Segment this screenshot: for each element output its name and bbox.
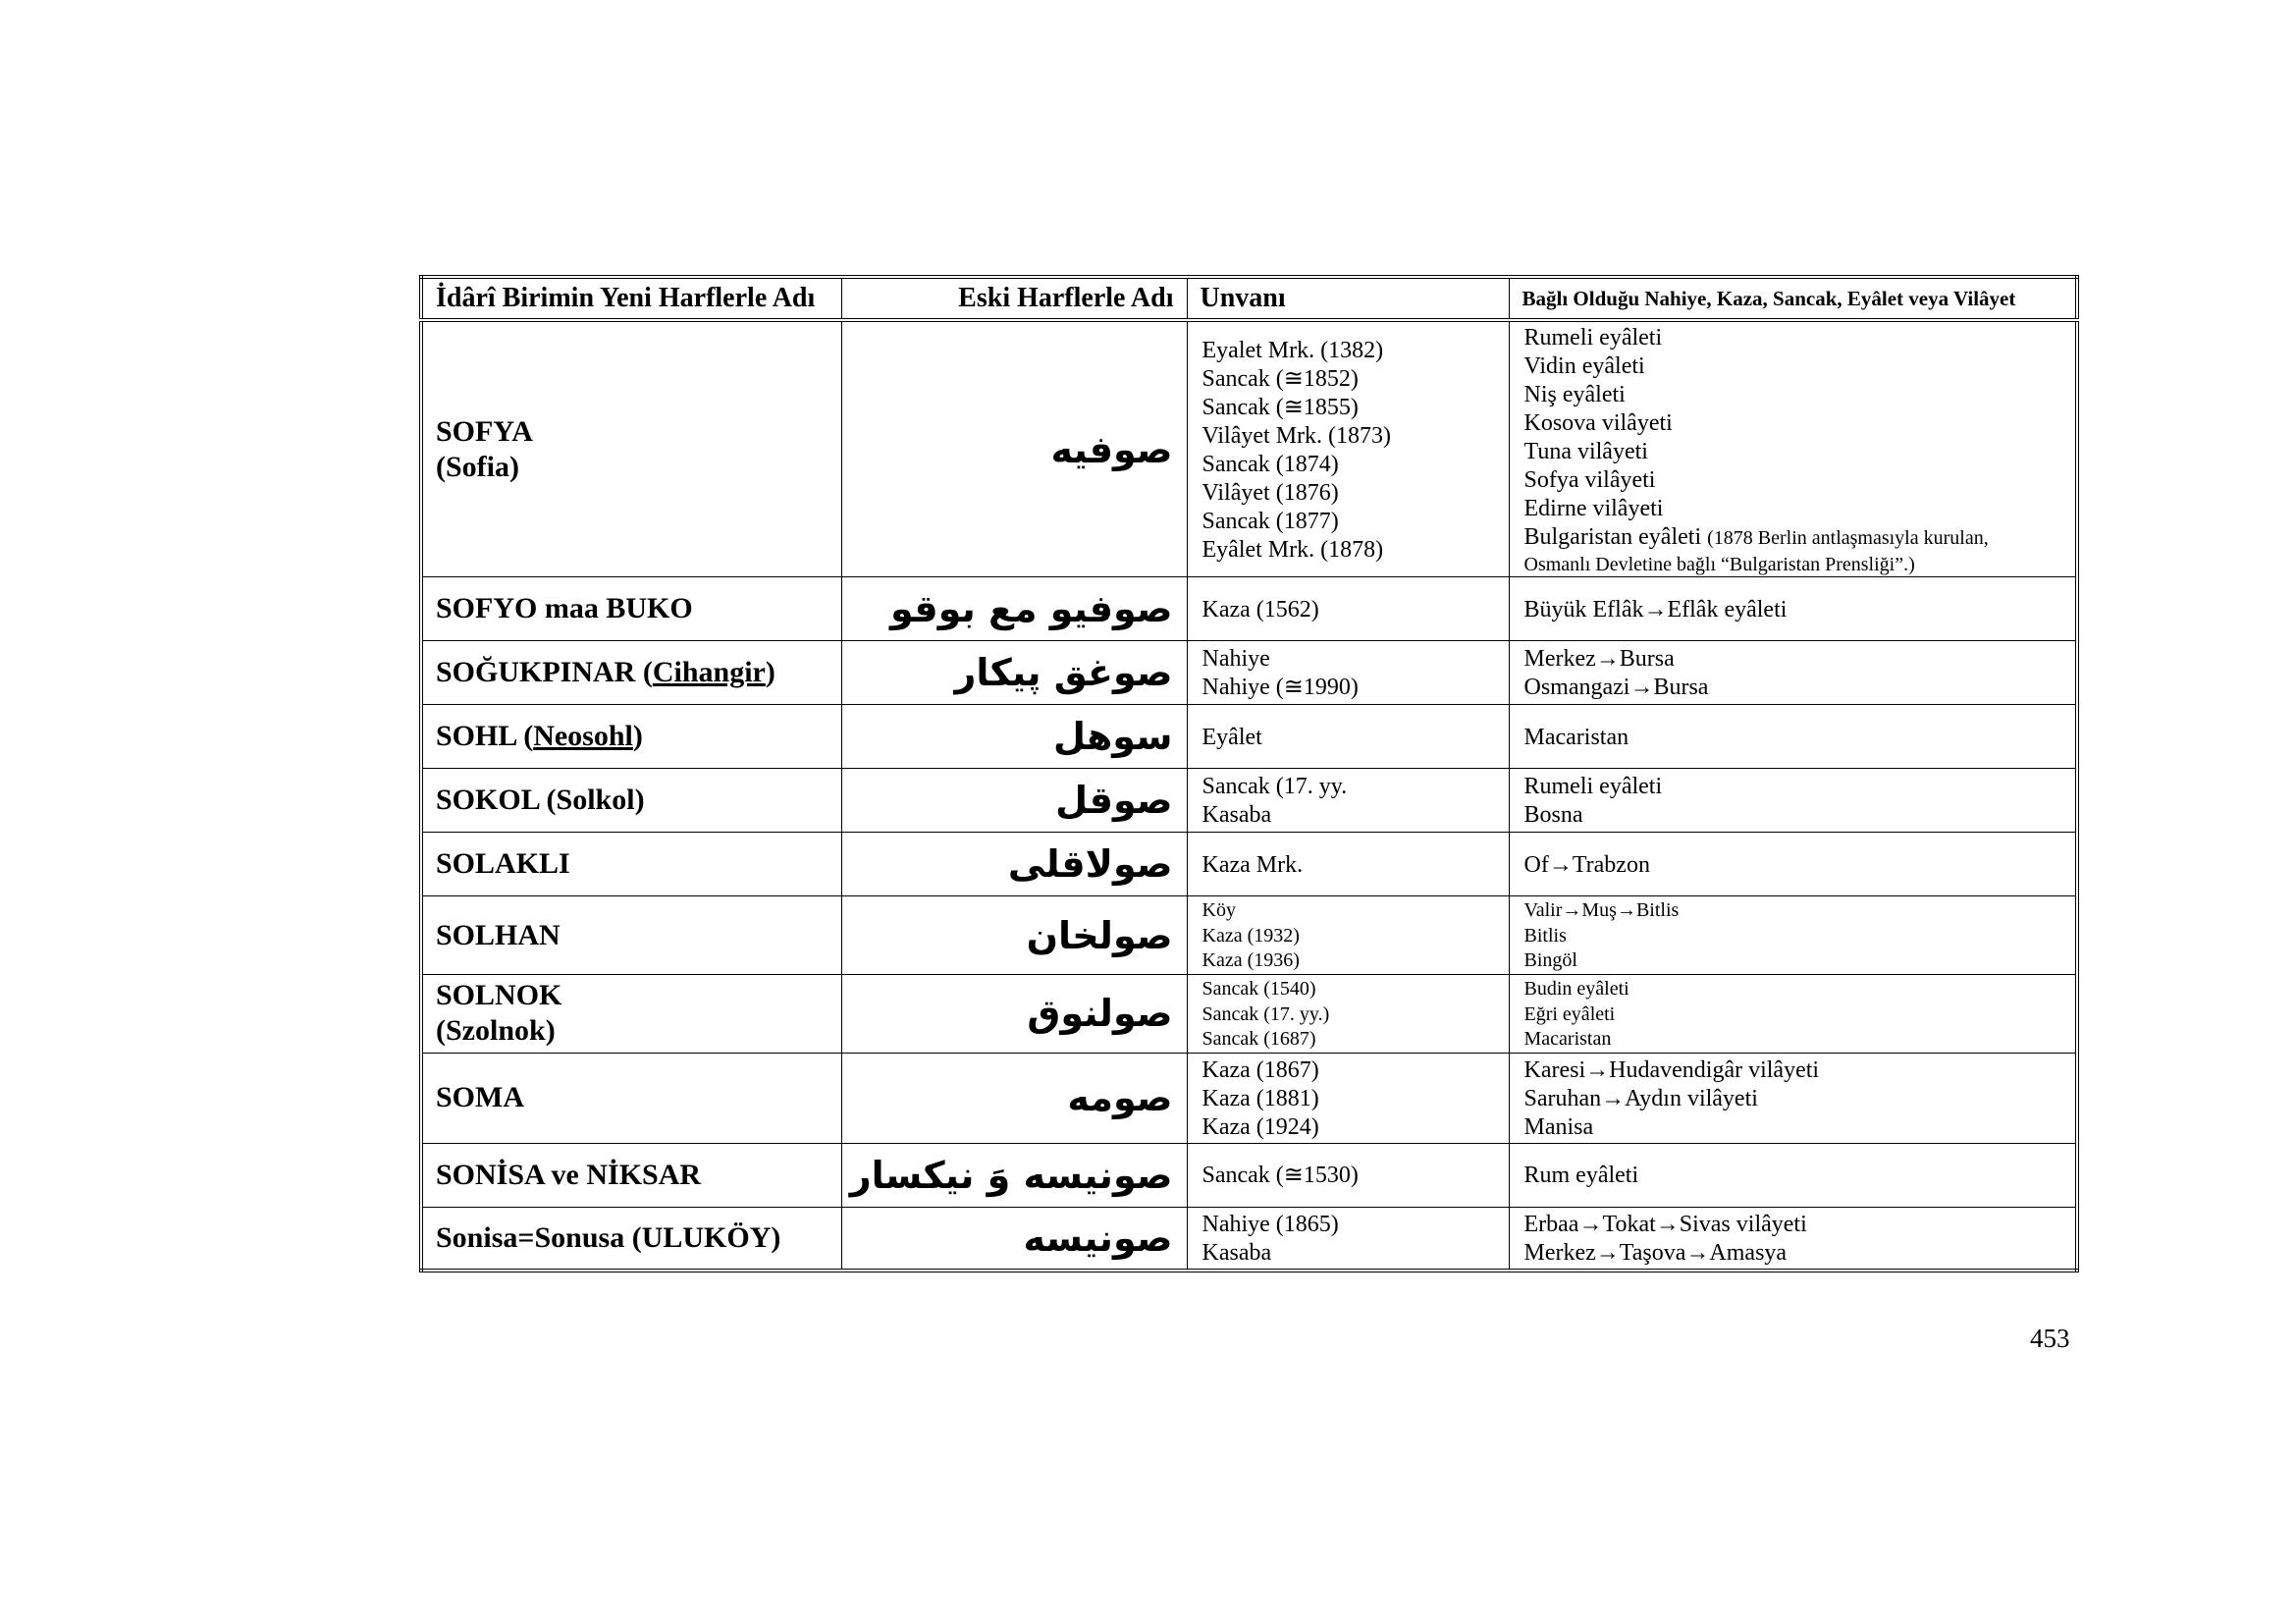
title-line: Vilâyet (1876): [1201, 479, 1339, 506]
title-line: Sancak (1540): [1201, 978, 1316, 1000]
title-line: Nahiye: [1201, 646, 1270, 672]
parent-line: Bosna: [1523, 802, 1583, 828]
title-line: Köy: [1201, 899, 1236, 922]
title-line: Nahiye (1865): [1201, 1211, 1339, 1237]
settlement-table: [419, 275, 2079, 1272]
parent-cell: [1509, 896, 2077, 975]
parent-line: Edirne vilâyeti: [1523, 496, 1664, 521]
parent-line: Bingöl: [1523, 949, 1577, 972]
title-cell: [1187, 833, 1509, 896]
parent-line: Kosova vilâyeti: [1523, 410, 1673, 436]
parent-line: Macaristan: [1523, 1028, 1612, 1050]
new-name: SOLNOK: [436, 979, 562, 1012]
table-row: [421, 769, 2077, 833]
table-row: [421, 1207, 2077, 1271]
old-name-cell: صوفيه: [841, 320, 1187, 577]
title-cell: [1187, 896, 1509, 975]
new-name-cell: SOLAKLI: [421, 833, 841, 896]
title-cell: [1187, 769, 1509, 833]
new-name-alt: (Sofia): [436, 450, 519, 483]
parent-line: Rum eyâleti: [1523, 1163, 1639, 1188]
title-line: Sancak (≅1852): [1201, 365, 1359, 392]
new-name-part: ): [632, 720, 643, 752]
header-old-name: Eski Harflerle Adı: [841, 277, 1187, 320]
new-name-part: SOĞUKPINAR (: [436, 656, 653, 688]
title-cell: [1187, 577, 1509, 641]
parent-line: Macaristan: [1523, 724, 1629, 750]
title-line: Sancak (≅1530): [1201, 1163, 1359, 1188]
title-cell: [1187, 1207, 1509, 1271]
old-name-cell: صولخان: [841, 896, 1187, 975]
title-line: Sancak (≅1855): [1201, 394, 1359, 420]
title-line: Kaza (1867): [1201, 1056, 1319, 1083]
title-line: Sancak (1877): [1201, 508, 1339, 534]
parent-cell: [1509, 320, 2077, 577]
old-name-cell: صولاقلى: [841, 833, 1187, 896]
header-title: Unvanı: [1187, 277, 1509, 320]
parent-line: Karesi→Hudavendigâr vilâyeti: [1523, 1056, 1820, 1083]
parent-cell: [1509, 577, 2077, 641]
parent-line: Budin eyâleti: [1523, 978, 1629, 1000]
title-cell: [1187, 1143, 1509, 1207]
title-line: Vilâyet Mrk. (1873): [1201, 422, 1392, 449]
new-name-cell: Sonisa=Sonusa (ULUKÖY): [421, 1207, 841, 1271]
new-name-cell: [421, 975, 841, 1054]
parent-line: Valir→Muş→Bitlis: [1523, 899, 1680, 922]
table-row: [421, 1143, 2077, 1207]
title-line: Sancak (17. yy.: [1201, 774, 1348, 799]
title-cell: [1187, 975, 1509, 1054]
parent-line: Bitlis: [1523, 924, 1567, 947]
new-name-underlined: Neosohl: [533, 720, 633, 752]
parent-cell: [1509, 975, 2077, 1054]
old-name-cell: صومه: [841, 1053, 1187, 1143]
parent-cell: [1509, 1053, 2077, 1143]
parent-last: Bulgaristan eyâleti: [1523, 524, 1702, 550]
table-row: [421, 1053, 2077, 1143]
title-line: Kaza (1881): [1201, 1085, 1319, 1111]
title-line: Kasaba: [1201, 1239, 1272, 1266]
parent-line: Büyük Eflâk→Eflâk eyâleti: [1523, 596, 1788, 623]
parent-line: Niş eyâleti: [1523, 382, 1626, 407]
parent-line: Sofya vilâyeti: [1523, 467, 1656, 493]
title-line: Kasaba: [1201, 802, 1272, 828]
page-number: 453: [2030, 1324, 2070, 1353]
table-row: [421, 705, 2077, 769]
new-name-cell: [421, 641, 841, 705]
table-row: [421, 896, 2077, 975]
parent-note: (1878 Berlin antlaşmasıyla kurulan,: [1707, 527, 1989, 549]
title-line: Nahiye (≅1990): [1201, 675, 1359, 700]
new-name: SOFYA: [436, 414, 533, 448]
parent-line: Manisa: [1523, 1113, 1594, 1140]
parent-cell: [1509, 833, 2077, 896]
title-line: Kaza (1932): [1201, 924, 1300, 947]
parent-line: Rumeli eyâleti: [1523, 325, 1663, 351]
table-row: [421, 833, 2077, 896]
parent-line: Rumeli eyâleti: [1523, 774, 1663, 799]
parent-cell: [1509, 1143, 2077, 1207]
old-name-cell: صولنوق: [841, 975, 1187, 1054]
header-new-name: İdârî Birimin Yeni Harflerle Adı: [421, 277, 841, 320]
old-name-cell: صوغق پيكار: [841, 641, 1187, 705]
new-name-part: SOHL (: [436, 720, 534, 752]
header-parent: Bağlı Olduğu Nahiye, Kaza, Sancak, Eyâlet veya Vilâyet: [1509, 277, 2077, 320]
old-name-cell: سوهل: [841, 705, 1187, 769]
new-name-cell: SOFYO maa BUKO: [421, 577, 841, 641]
parent-line: Erbaa→Tokat→Sivas vilâyeti: [1523, 1211, 1807, 1237]
parent-cell: [1509, 641, 2077, 705]
title-cell: [1187, 705, 1509, 769]
new-name-underlined: Cihangir: [652, 656, 766, 688]
parent-cell: [1509, 1207, 2077, 1271]
new-name-cell: [421, 320, 841, 577]
parent-note-line: Osmanlı Devletine bağlı “Bulgaristan Prensliği”.): [1523, 554, 1915, 575]
title-line: Kaza (1936): [1201, 949, 1300, 972]
new-name-cell: SOLHAN: [421, 896, 841, 975]
parent-line: Eğri eyâleti: [1523, 1002, 1616, 1025]
old-name-cell: صونيسه: [841, 1207, 1187, 1271]
table-row: [421, 320, 2077, 577]
new-name-cell: SOMA: [421, 1053, 841, 1143]
parent-line: [1524, 523, 2076, 553]
parent-cell: [1509, 705, 2077, 769]
parent-line: Vidin eyâleti: [1523, 353, 1645, 379]
parent-line: Tuna vilâyeti: [1523, 439, 1648, 464]
new-name-cell: SOKOL (Solkol): [421, 769, 841, 833]
table-row: [421, 641, 2077, 705]
old-name-cell: صوقل: [841, 769, 1187, 833]
old-name-cell: صوفيو مع بوقو: [841, 577, 1187, 641]
title-line: Eyâlet: [1201, 724, 1262, 750]
title-line: Kaza Mrk.: [1201, 851, 1304, 878]
title-line: Eyâlet Mrk. (1878): [1201, 536, 1384, 563]
title-line: Kaza (1562): [1201, 596, 1319, 623]
title-line: Kaza (1924): [1201, 1113, 1319, 1140]
parent-line: Osmangazi→Bursa: [1523, 675, 1709, 700]
parent-line: Merkez→Bursa: [1523, 646, 1675, 672]
parent-cell: [1509, 769, 2077, 833]
title-cell: [1187, 641, 1509, 705]
new-name-cell: [421, 705, 841, 769]
parent-line: Of→Trabzon: [1523, 851, 1650, 878]
title-line: Eyalet Mrk. (1382): [1201, 337, 1384, 363]
new-name-part: ): [765, 656, 775, 688]
title-line: Sancak (1687): [1201, 1028, 1316, 1050]
parent-line: Merkez→Taşova→Amasya: [1523, 1239, 1788, 1266]
parent-line: Saruhan→Aydın vilâyeti: [1523, 1085, 1758, 1111]
title-cell: [1187, 320, 1509, 577]
title-line: Sancak (1874): [1201, 451, 1339, 477]
new-name-cell: SONİSA ve NİKSAR: [421, 1143, 841, 1207]
title-cell: [1187, 1053, 1509, 1143]
new-name-alt: (Szolnok): [436, 1014, 556, 1048]
old-name-cell: صونيسه وَ نيكسار: [841, 1143, 1187, 1207]
table-row: [421, 577, 2077, 641]
table-row: [421, 975, 2077, 1054]
table-header-row: [421, 277, 2077, 320]
title-line: Sancak (17. yy.): [1201, 1002, 1330, 1025]
